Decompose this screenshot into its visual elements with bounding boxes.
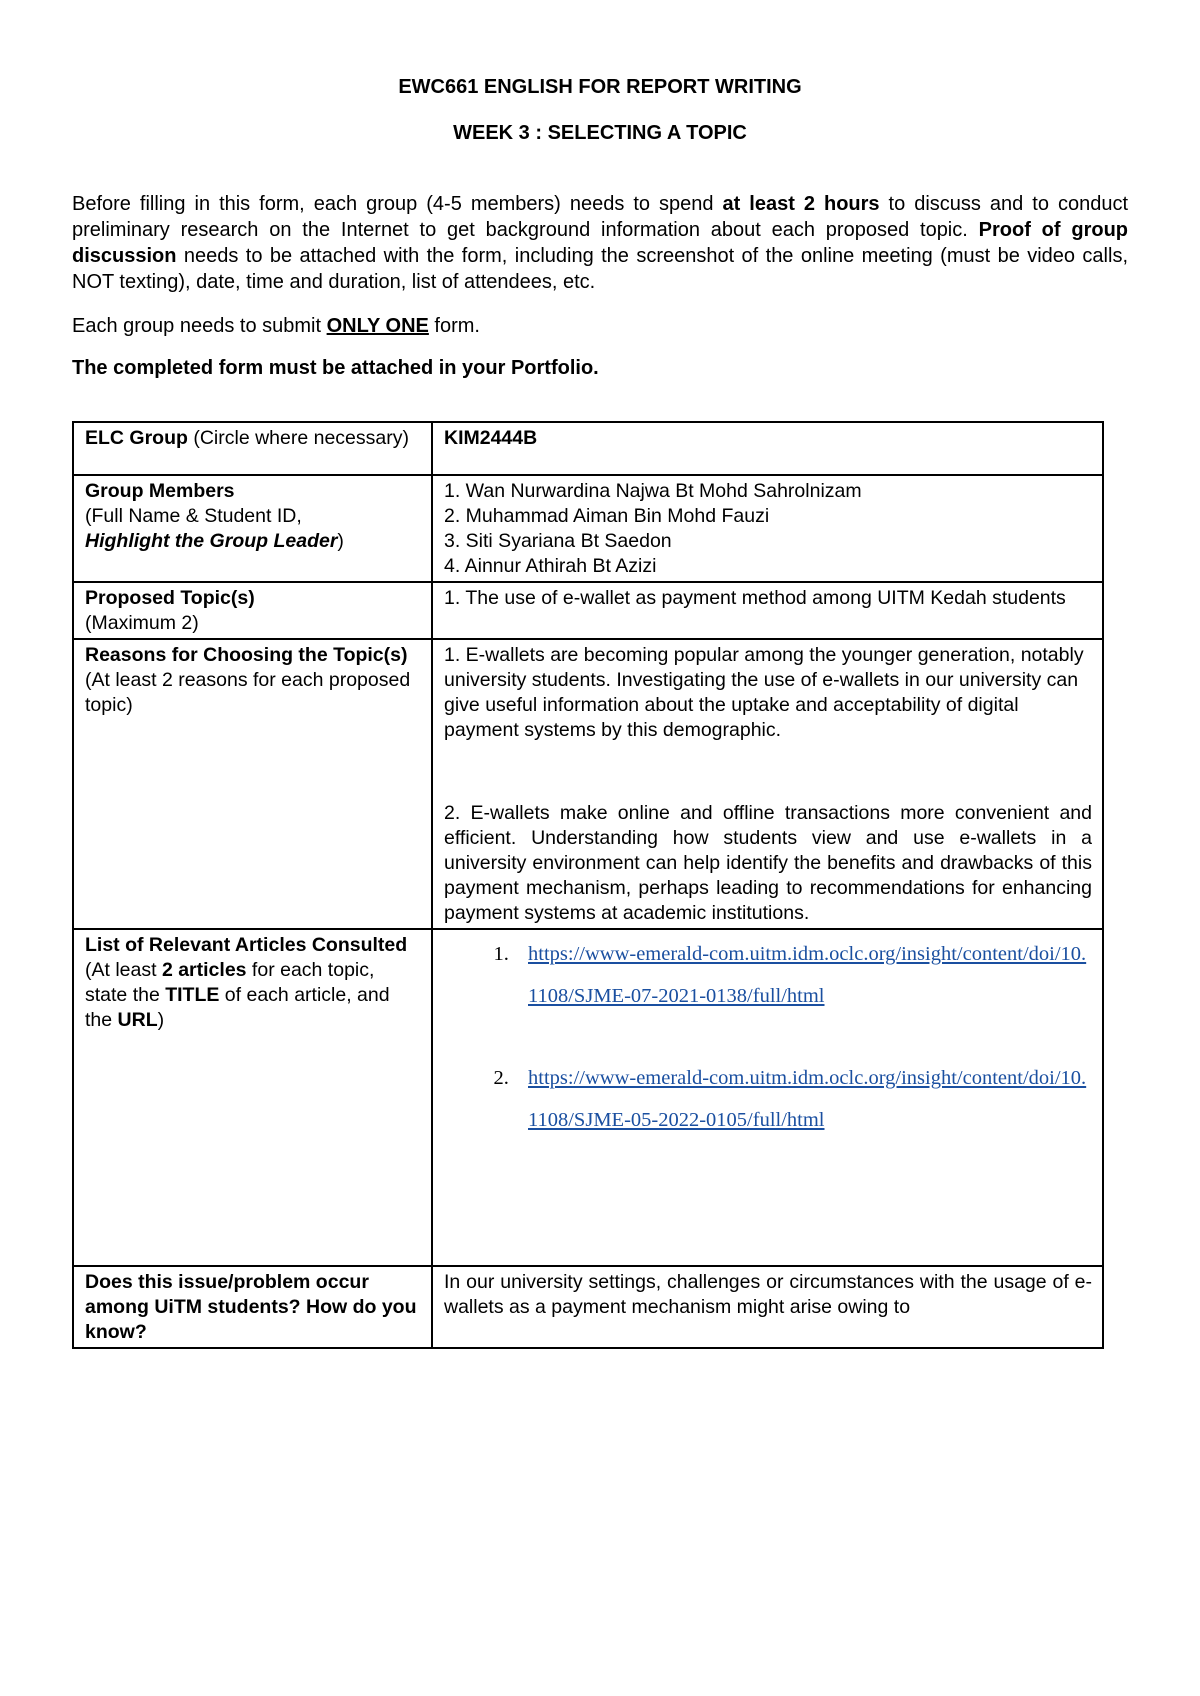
- proposed-topics-row: [73, 582, 1103, 639]
- reasons-row: [73, 639, 1103, 929]
- article-item: [514, 933, 1092, 1017]
- member-item: 1. Wan Nurwardina Najwa Bt Mohd Sahrolnizam: [444, 480, 862, 502]
- article-link-2[interactable]: https://www-emerald-com.uitm.idm.oclc.org/insight/content/doi/10.1108/SJME-05-2022-0105/full/html: [528, 1067, 1087, 1131]
- articles-list-cell: [432, 929, 1103, 1266]
- proposed-topics-label: Proposed Topic(s) (Maximum 2): [73, 582, 432, 639]
- reasons-label: Reasons for Choosing the Topic(s) (At least 2 reasons for each proposed topic): [73, 639, 432, 929]
- elc-group-value: KIM2444B: [432, 422, 1103, 475]
- issue-label: Does this issue/problem occur among UiTM students? How do you know?: [73, 1266, 432, 1348]
- member-item: 3. Siti Syariana Bt Saedon: [444, 530, 672, 552]
- articles-label: List of Relevant Articles Consulted (At least 2 articles for each topic, state the TITLE of each article, and the URL): [73, 929, 432, 1266]
- reason-1: 1. E-wallets are becoming popular among the younger generation, notably university students. Investigating the use of e-wallets in our university can give useful information about the uptake and acceptability of digital payment systems by this demographic.: [444, 644, 1084, 741]
- article-item: [514, 1057, 1092, 1141]
- articles-list: [444, 933, 1092, 1141]
- elc-group-row: [73, 422, 1103, 475]
- reasons-content: [432, 639, 1103, 929]
- issue-row: [73, 1266, 1103, 1348]
- course-title: EWC661 ENGLISH FOR REPORT WRITING: [398, 76, 802, 98]
- week-title: WEEK 3 : SELECTING A TOPIC: [453, 122, 747, 144]
- articles-row: [73, 929, 1103, 1266]
- reason-2: 2. E-wallets make online and offline transactions more convenient and efficient. Understanding how students view and use e-wallets in a university environment can help identify the benefits and drawbacks of this payment mechanism, perhaps leading to recommendations for enhancing payment systems at academic institutions.: [444, 802, 1092, 924]
- topic-form-table: [72, 421, 1104, 1349]
- portfolio-note: The completed form must be attached in your Portfolio.: [72, 357, 599, 379]
- group-members-label: Group Members (Full Name & Student ID, Highlight the Group Leader): [73, 475, 432, 582]
- issue-answer: In our university settings, challenges or circumstances with the usage of e-wallets as a payment mechanism might arise owing to: [432, 1266, 1103, 1348]
- proposed-topic-1: 1. The use of e-wallet as payment method among UITM Kedah students: [432, 582, 1103, 639]
- member-item: 2. Muhammad Aiman Bin Mohd Fauzi: [444, 505, 770, 527]
- group-members-row: [73, 475, 1103, 582]
- article-link-1[interactable]: https://www-emerald-com.uitm.idm.oclc.org/insight/content/doi/10.1108/SJME-07-2021-0138/full/html: [528, 943, 1087, 1007]
- elc-group-label: ELC Group (Circle where necessary): [73, 422, 432, 475]
- instructions-paragraph: Before filling in this form, each group (4-5 members) needs to spend at least 2 hours to discuss and to conduct preliminary research on the Internet to get background information about each proposed topic. Proof of group discussion needs to be attached with the form, including the screenshot of the online meeting (must be video calls, NOT texting), date, time and duration, list of attendees, etc.: [72, 193, 1129, 293]
- member-item: 4. Ainnur Athirah Bt Azizi: [444, 555, 657, 577]
- group-members-list: [432, 475, 1103, 582]
- submission-note: Each group needs to submit ONLY ONE form.: [72, 315, 480, 337]
